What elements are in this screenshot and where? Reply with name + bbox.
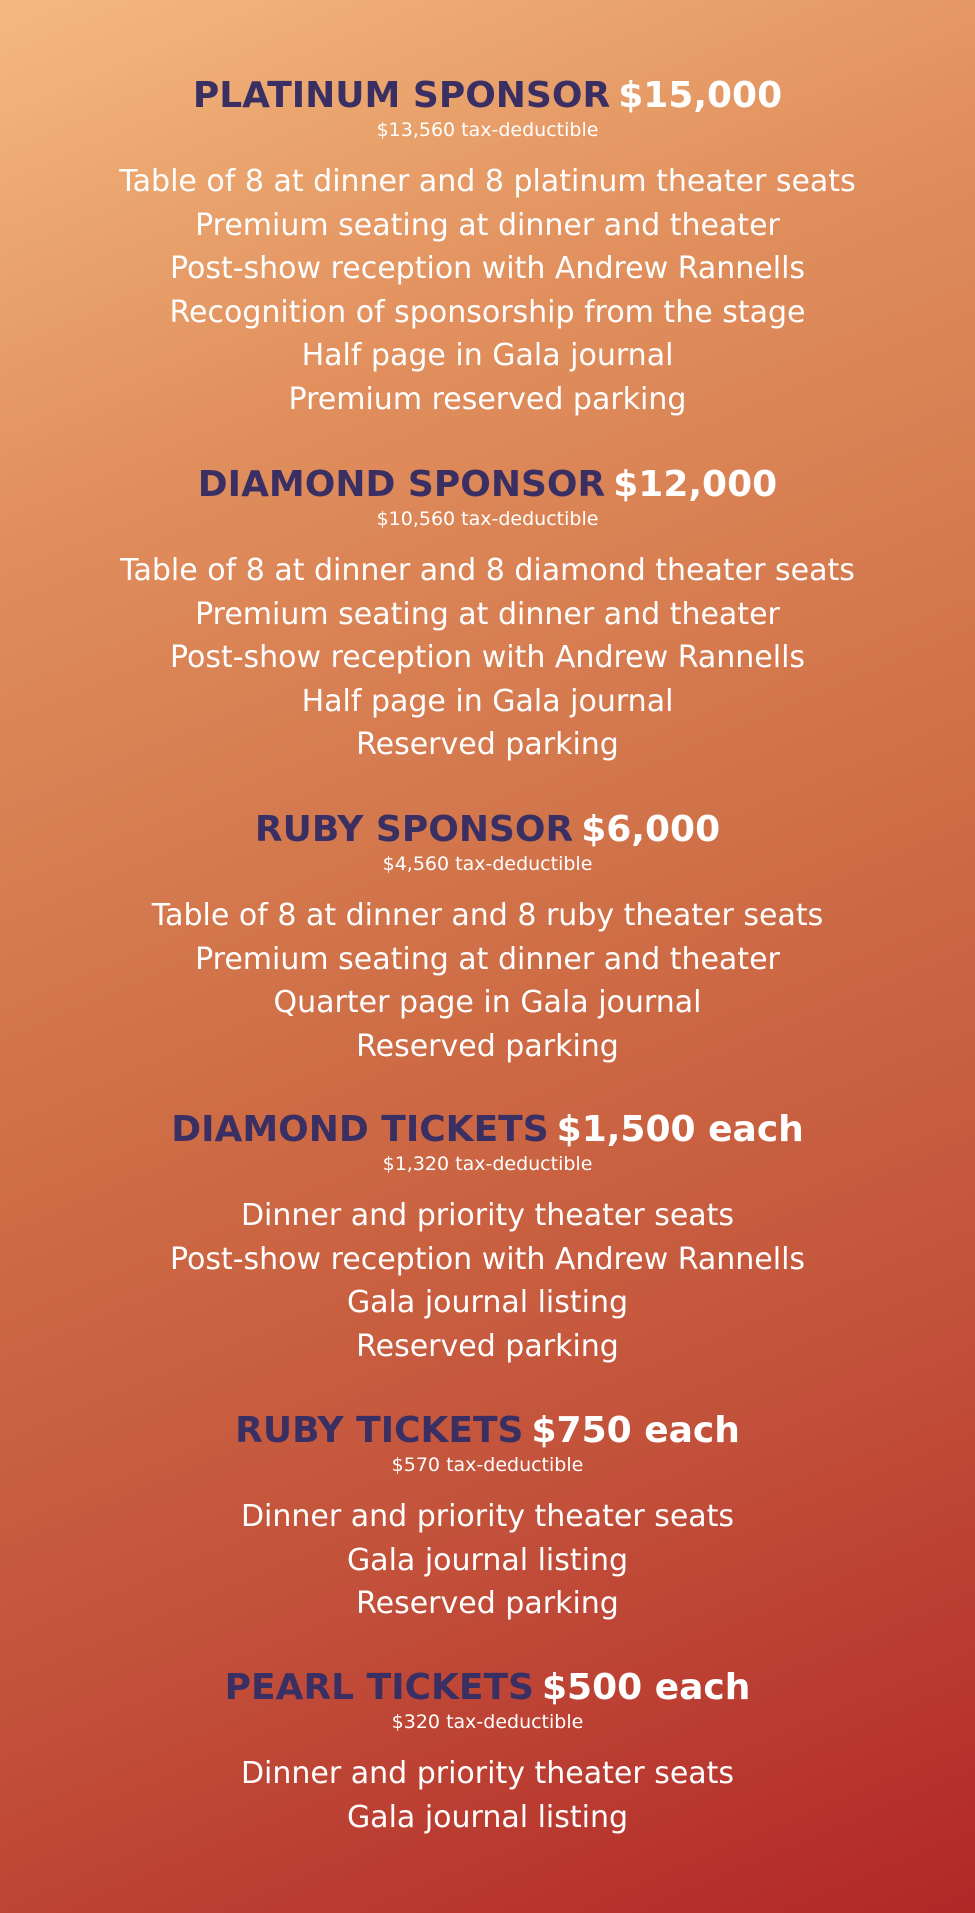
benefit-item: Post-show reception with Andrew Rannells xyxy=(169,1241,806,1277)
benefit-item: Premium seating at dinner and theater xyxy=(195,207,780,243)
benefit-item: Post-show reception with Andrew Rannells xyxy=(169,251,806,286)
benefit-item: Table of 8 at dinner and 8 diamond theater seats xyxy=(120,553,855,588)
tier-name: RUBY SPONSOR xyxy=(254,809,574,850)
tier-price: $12,000 xyxy=(613,464,778,505)
benefit-item: Quarter page in Gala journal xyxy=(273,985,702,1020)
benefit-item: Reserved parking xyxy=(356,727,619,762)
benefit-item: Reserved parking xyxy=(356,1328,619,1364)
tier-tax-deductible: $1,320 tax-deductible xyxy=(382,1153,593,1175)
benefit-item: Gala journal listing xyxy=(346,1285,629,1320)
tier-name: RUBY TICKETS xyxy=(235,1410,524,1451)
benefit-item: Half page in Gala journal xyxy=(301,338,674,373)
tier-name: PEARL TICKETS xyxy=(224,1667,534,1708)
benefit-list xyxy=(0,1194,975,1368)
tier-diamond-sponsor xyxy=(0,463,975,767)
tier-name: PLATINUM SPONSOR xyxy=(192,75,611,116)
benefit-item: Premium reserved parking xyxy=(288,381,687,417)
tier-ruby-sponsor xyxy=(0,808,975,1068)
tier-price: $15,000 xyxy=(618,75,783,116)
benefit-item: Reserved parking xyxy=(356,1028,619,1064)
tier-platinum-sponsor xyxy=(0,74,975,421)
benefit-item: Dinner and priority theater seats xyxy=(240,1499,735,1534)
tier-heading xyxy=(0,1409,975,1453)
benefit-item: Table of 8 at dinner and 8 ruby theater seats xyxy=(151,898,824,933)
benefit-list xyxy=(0,894,975,1068)
tier-price: $500 each xyxy=(541,1667,751,1708)
tier-heading xyxy=(0,1666,975,1710)
tier-tax-deductible: $320 tax-deductible xyxy=(391,1711,584,1733)
benefit-item: Reserved parking xyxy=(356,1586,619,1621)
benefit-item: Dinner and priority theater seats xyxy=(240,1198,735,1233)
benefit-item: Dinner and priority theater seats xyxy=(240,1756,735,1791)
benefit-item: Table of 8 at dinner and 8 platinum theater seats xyxy=(119,164,856,199)
tier-heading xyxy=(0,74,975,118)
tier-name: DIAMOND TICKETS xyxy=(171,1109,549,1150)
benefit-list xyxy=(0,549,975,767)
benefit-item: Half page in Gala journal xyxy=(301,683,674,719)
tier-diamond-tickets xyxy=(0,1108,975,1368)
tier-price: $1,500 each xyxy=(556,1109,804,1150)
benefit-list xyxy=(0,1495,975,1626)
tier-heading xyxy=(0,808,975,852)
tier-ruby-tickets xyxy=(0,1409,975,1626)
tier-tax-deductible: $4,560 tax-deductible xyxy=(382,853,593,875)
tier-heading xyxy=(0,463,975,507)
tier-price: $750 each xyxy=(531,1410,740,1451)
tier-pearl-tickets xyxy=(0,1666,975,1839)
benefit-item: Post-show reception with Andrew Rannells xyxy=(169,640,806,675)
benefit-item: Gala journal listing xyxy=(346,1799,629,1835)
benefit-item: Premium seating at dinner and theater xyxy=(195,596,780,632)
benefit-list xyxy=(0,1752,975,1839)
benefit-item: Gala journal listing xyxy=(346,1542,629,1578)
tier-name: DIAMOND SPONSOR xyxy=(197,464,606,505)
benefit-item: Premium seating at dinner and theater xyxy=(195,941,780,977)
tier-price: $6,000 xyxy=(581,809,721,850)
tier-tax-deductible: $570 tax-deductible xyxy=(391,1454,584,1476)
tier-heading xyxy=(0,1108,975,1152)
tier-tax-deductible: $10,560 tax-deductible xyxy=(376,508,599,530)
benefit-item: Recognition of sponsorship from the stage xyxy=(169,294,806,330)
tier-tax-deductible: $13,560 tax-deductible xyxy=(376,119,599,141)
benefit-list xyxy=(0,160,975,421)
